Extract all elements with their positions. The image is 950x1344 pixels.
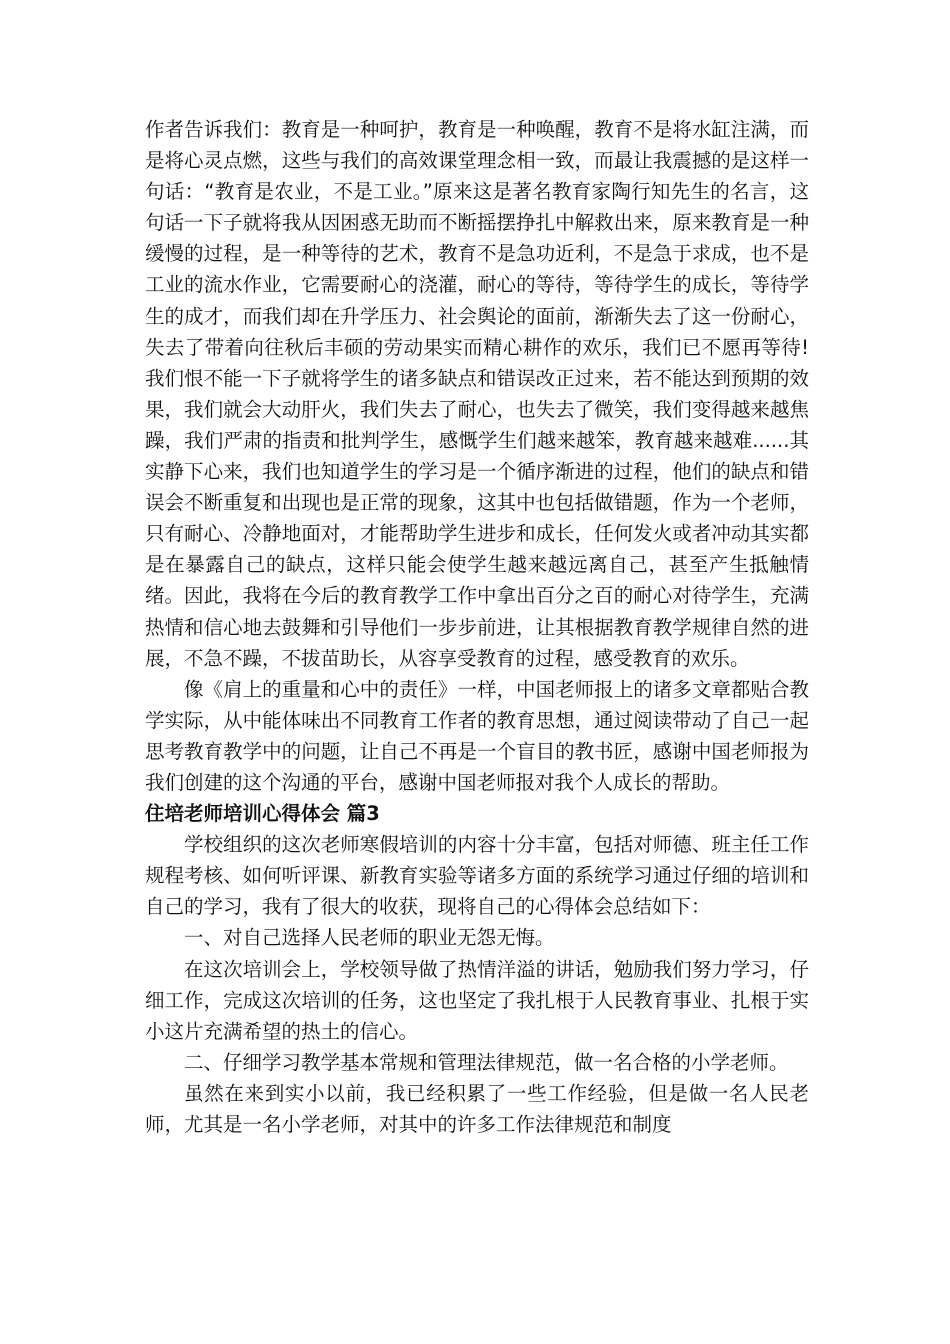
body-paragraph: 学校组织的这次老师寒假培训的内容十分丰富，包括对师德、班主任工作规程考核、如何听评课、新教育实验等诸多方面的系统学习通过仔细的培训和自己的学习，我有了很大的收获，现将自己的心得体会总结如下： — [145, 833, 809, 919]
body-paragraph: 像《肩上的重量和心中的责任》一样，中国老师报上的诸多文章都贴合教学实际，从中能体味出不同教育工作者的教育思想，通过阅读带动了自己一起思考教育教学中的问题，让自己不再是一个盲目的教书匠，感谢中国老师报为我们创建的这个沟通的平台，感谢中国老师报对我个人成长的帮助。 — [145, 677, 809, 794]
body-paragraph: 在这次培训会上，学校领导做了热情洋溢的讲话，勉励我们努力学习，仔细工作，完成这次培训的任务，这也坚定了我扎根于人民教育事业、扎根于实小这片充满希望的热土的信心。 — [145, 957, 809, 1043]
document-body — [145, 114, 809, 1140]
body-paragraph: 一、对自己选择人民老师的职业无怨无悔。 — [184, 926, 555, 950]
body-paragraph: 作者告诉我们：教育是一种呵护，教育是一种唤醒，教育不是将水缸注满，而是将心灵点燃，这些与我们的高效课堂理念相一致，而最让我震撼的是这样一句话：“教育是农业，不是工业。”原来这是著名教育家陶行知先生的名言，这句话一下子就将我从因困惑无助而不断摇摆挣扎中解救出来，原来教育是一种缓慢的过程，是一种等待的艺术，教育不是急功近利，不是急于求成，也不是工业的流水作业，它需要耐心的浇灌，耐心的等待，等待学生的成长，等待学生的成才，而我们却在升学压力、社会舆论的面前，渐渐失去了这一份耐心，失去了带着向往秋后丰硕的劳动果实而精心耕作的欢乐，我们已不愿再等待!我们恨不能一下子就将学生的诸多缺点和错误改正过来，若不能达到预期的效果，我们就会大动肝火，我们失去了耐心，也失去了微笑，我们变得越来越焦躁，我们严肃的指责和批判学生，感慨学生们越来越笨，教育越来越难......其实静下心来，我们也知道学生的学习是一个循序渐进的过程，他们的缺点和错误会不断重复和出现也是正常的现象，这其中也包括做错题，作为一个老师，只有耐心、冷静地面对，才能帮助学生进步和成长，任何发火或者冲动其实都是在暴露自己的缺点，这样只能会使学生越来越远离自己，甚至产生抵触情绪。因此，我将在今后的教育教学工作中拿出百分之百的耐心对待学生，充满热情和信心地去鼓舞和引导他们一步步前进，让其根据教育教学规律自然的进展，不急不躁，不拔苗助长，从容享受教育的过程，感受教育的欢乐。 — [145, 118, 809, 670]
body-paragraph: 二、仔细学习教学基本常规和管理法律规范，做一名合格的小学老师。 — [184, 1050, 789, 1074]
section-heading: 住培老师培训心得体会 篇3 — [145, 802, 380, 826]
body-paragraph: 虽然在来到实小以前，我已经积累了一些工作经验，但是做一名人民老师，尤其是一名小学老师，对其中的许多工作法律规范和制度 — [145, 1081, 809, 1136]
